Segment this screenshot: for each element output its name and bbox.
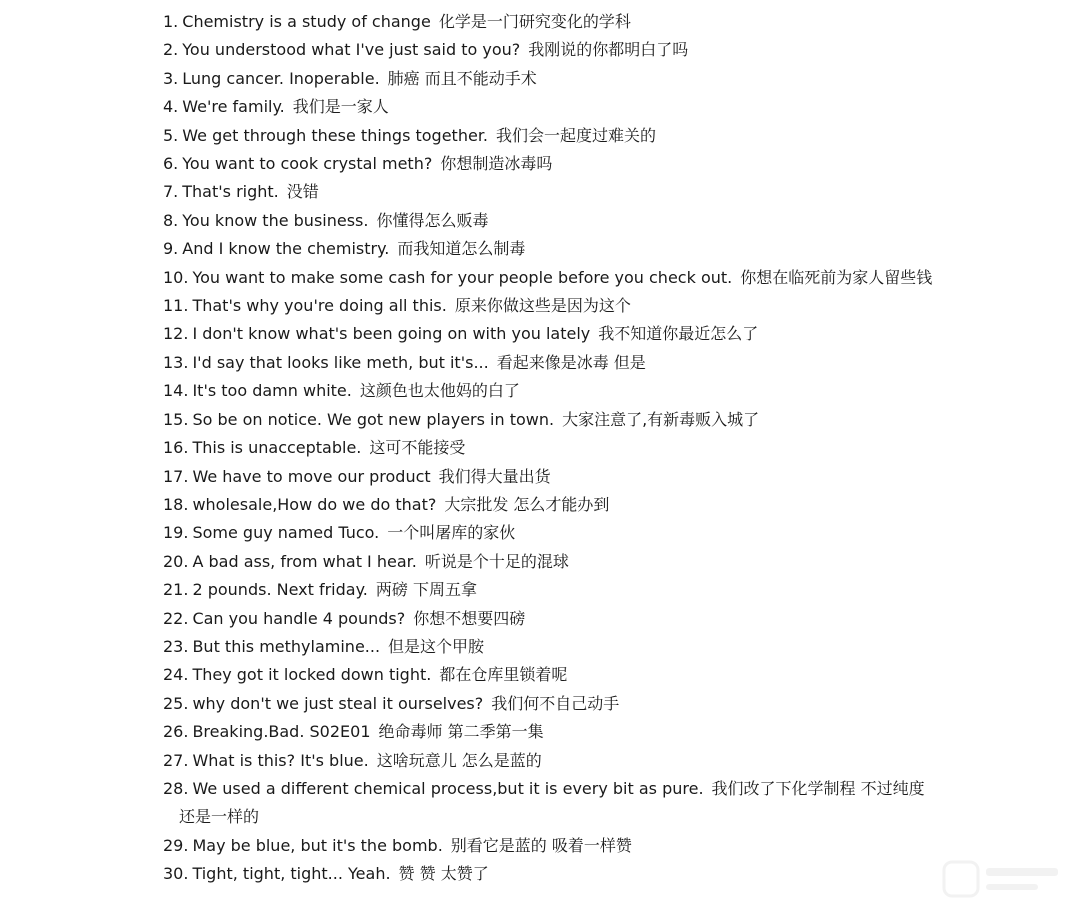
chinese-text: 两磅 下周五拿 <box>375 580 477 600</box>
list-item <box>163 36 933 64</box>
list-item <box>163 377 933 405</box>
chinese-text: 大宗批发 怎么才能办到 <box>444 494 610 514</box>
english-text: We used a different chemical process,but it is every bit as pure. <box>192 778 704 798</box>
line-number: 2. <box>163 40 179 60</box>
list-item <box>163 122 933 150</box>
english-text: 2 pounds. Next friday. <box>192 580 368 600</box>
line-number: 14. <box>163 381 189 401</box>
list-item <box>163 747 933 775</box>
line-number: 13. <box>163 352 189 372</box>
line-number: 7. <box>163 182 179 202</box>
chinese-text: 我们改了下化学制程 不过纯度还是一样的 <box>179 778 925 827</box>
line-number: 24. <box>163 665 189 685</box>
line-number: 17. <box>163 466 189 486</box>
chinese-text: 都在仓库里锁着呢 <box>439 665 568 685</box>
line-number: 26. <box>163 722 189 742</box>
list-item <box>163 207 933 235</box>
line-number: 19. <box>163 523 189 543</box>
english-text: You understood what I've just said to you? <box>182 40 521 60</box>
line-number: 29. <box>163 835 189 855</box>
english-text: Tight, tight, tight... Yeah. <box>192 864 391 884</box>
chinese-text: 你懂得怎么贩毒 <box>376 210 489 230</box>
chinese-text: 听说是个十足的混球 <box>424 551 569 571</box>
watermark-logo-icon <box>942 858 1062 902</box>
chinese-text: 大家注意了,有新毒贩入城了 <box>562 409 760 429</box>
line-number: 1. <box>163 12 179 31</box>
english-text: We have to move our product <box>192 466 431 486</box>
list-item <box>163 690 933 718</box>
chinese-text: 看起来像是冰毒 但是 <box>496 352 646 372</box>
list-item <box>163 349 933 377</box>
list-item <box>163 548 933 576</box>
list-item <box>163 320 933 348</box>
english-text: May be blue, but it's the bomb. <box>192 835 443 855</box>
chinese-text: 你想不想要四磅 <box>413 608 526 628</box>
english-text: Can you handle 4 pounds? <box>192 608 406 628</box>
chinese-text: 化学是一门研究变化的学科 <box>438 12 631 31</box>
english-text: That's right. <box>182 182 279 202</box>
english-text: We get through these things together. <box>182 125 489 145</box>
list-item <box>163 718 933 746</box>
english-text: I don't know what's been going on with you lately <box>192 324 591 344</box>
line-number: 10. <box>163 267 189 287</box>
chinese-text: 你想在临死前为家人留些钱 <box>740 267 933 287</box>
chinese-text: 绝命毒师 第二季第一集 <box>378 722 544 742</box>
list-item <box>163 178 933 206</box>
line-number: 23. <box>163 636 189 656</box>
chinese-text: 但是这个甲胺 <box>388 636 485 656</box>
line-number: 27. <box>163 750 189 770</box>
line-number: 11. <box>163 296 189 316</box>
english-text: I'd say that looks like meth, but it's... <box>192 352 489 372</box>
chinese-text: 而我知道怎么制毒 <box>397 239 526 259</box>
english-text: We're family. <box>182 97 285 117</box>
chinese-text: 这啥玩意儿 怎么是蓝的 <box>376 750 542 770</box>
english-text: Lung cancer. Inoperable. <box>182 68 380 88</box>
list-item <box>163 633 933 661</box>
english-text: You want to make some cash for your people before you check out. <box>192 267 733 287</box>
line-number: 20. <box>163 551 189 571</box>
line-number: 6. <box>163 154 179 174</box>
english-text: So be on notice. We got new players in town. <box>192 409 555 429</box>
chinese-text: 肺癌 而且不能动手术 <box>387 68 537 88</box>
list-item <box>163 463 933 491</box>
line-number: 21. <box>163 580 189 600</box>
list-item <box>163 8 933 36</box>
list-item <box>163 605 933 633</box>
line-number: 28. <box>163 778 189 798</box>
list-item <box>163 93 933 121</box>
chinese-text: 别看它是蓝的 吸着一样赞 <box>450 835 632 855</box>
chinese-text: 一个叫屠库的家伙 <box>387 523 516 543</box>
chinese-text: 这颜色也太他妈的白了 <box>359 381 520 401</box>
chinese-text: 没错 <box>286 182 319 202</box>
line-number: 18. <box>163 494 189 514</box>
list-item <box>163 661 933 689</box>
list-item <box>163 576 933 604</box>
subtitle-list <box>163 8 933 889</box>
list-item <box>163 860 933 888</box>
list-item <box>163 235 933 263</box>
chinese-text: 我不知道你最近怎么了 <box>598 324 759 344</box>
chinese-text: 我们会一起度过难关的 <box>496 125 657 145</box>
chinese-text: 我们得大量出货 <box>438 466 551 486</box>
line-number: 5. <box>163 125 179 145</box>
english-text: What is this? It's blue. <box>192 750 369 770</box>
list-item <box>163 406 933 434</box>
english-text: You want to cook crystal meth? <box>182 154 433 174</box>
english-text: That's why you're doing all this. <box>192 296 447 316</box>
line-number: 16. <box>163 438 189 458</box>
list-item <box>163 434 933 462</box>
chinese-text: 这可不能接受 <box>369 438 466 458</box>
chinese-text: 你想制造冰毒吗 <box>440 154 553 174</box>
english-text: Breaking.Bad. S02E01 <box>192 722 371 742</box>
chinese-text: 原来你做这些是因为这个 <box>454 296 631 316</box>
line-number: 4. <box>163 97 179 117</box>
english-text: A bad ass, from what I hear. <box>192 551 417 571</box>
line-number: 8. <box>163 210 179 230</box>
chinese-text: 赞 赞 太赞了 <box>398 864 489 884</box>
line-number: 30. <box>163 864 189 884</box>
list-item <box>163 65 933 93</box>
english-text: But this methylamine... <box>192 636 381 656</box>
line-number: 12. <box>163 324 189 344</box>
list-item <box>163 150 933 178</box>
list-item <box>163 832 933 860</box>
english-text: wholesale,How do we do that? <box>192 494 437 514</box>
chinese-text: 我们是一家人 <box>292 97 389 117</box>
english-text: And I know the chemistry. <box>182 239 390 259</box>
english-text: This is unacceptable. <box>192 438 362 458</box>
chinese-text: 我刚说的你都明白了吗 <box>528 40 689 60</box>
english-text: It's too damn white. <box>192 381 352 401</box>
list-item <box>163 519 933 547</box>
english-text: Chemistry is a study of change <box>182 12 431 31</box>
line-number: 25. <box>163 693 189 713</box>
english-text: Some guy named Tuco. <box>192 523 380 543</box>
english-text: They got it locked down tight. <box>192 665 432 685</box>
list-item <box>163 292 933 320</box>
english-text: You know the business. <box>182 210 369 230</box>
list-item <box>163 264 933 292</box>
line-number: 3. <box>163 68 179 88</box>
list-item <box>163 491 933 519</box>
line-number: 9. <box>163 239 179 259</box>
english-text: why don't we just steal it ourselves? <box>192 693 484 713</box>
line-number: 15. <box>163 409 189 429</box>
line-number: 22. <box>163 608 189 628</box>
chinese-text: 我们何不自己动手 <box>491 693 620 713</box>
list-item <box>163 775 933 832</box>
